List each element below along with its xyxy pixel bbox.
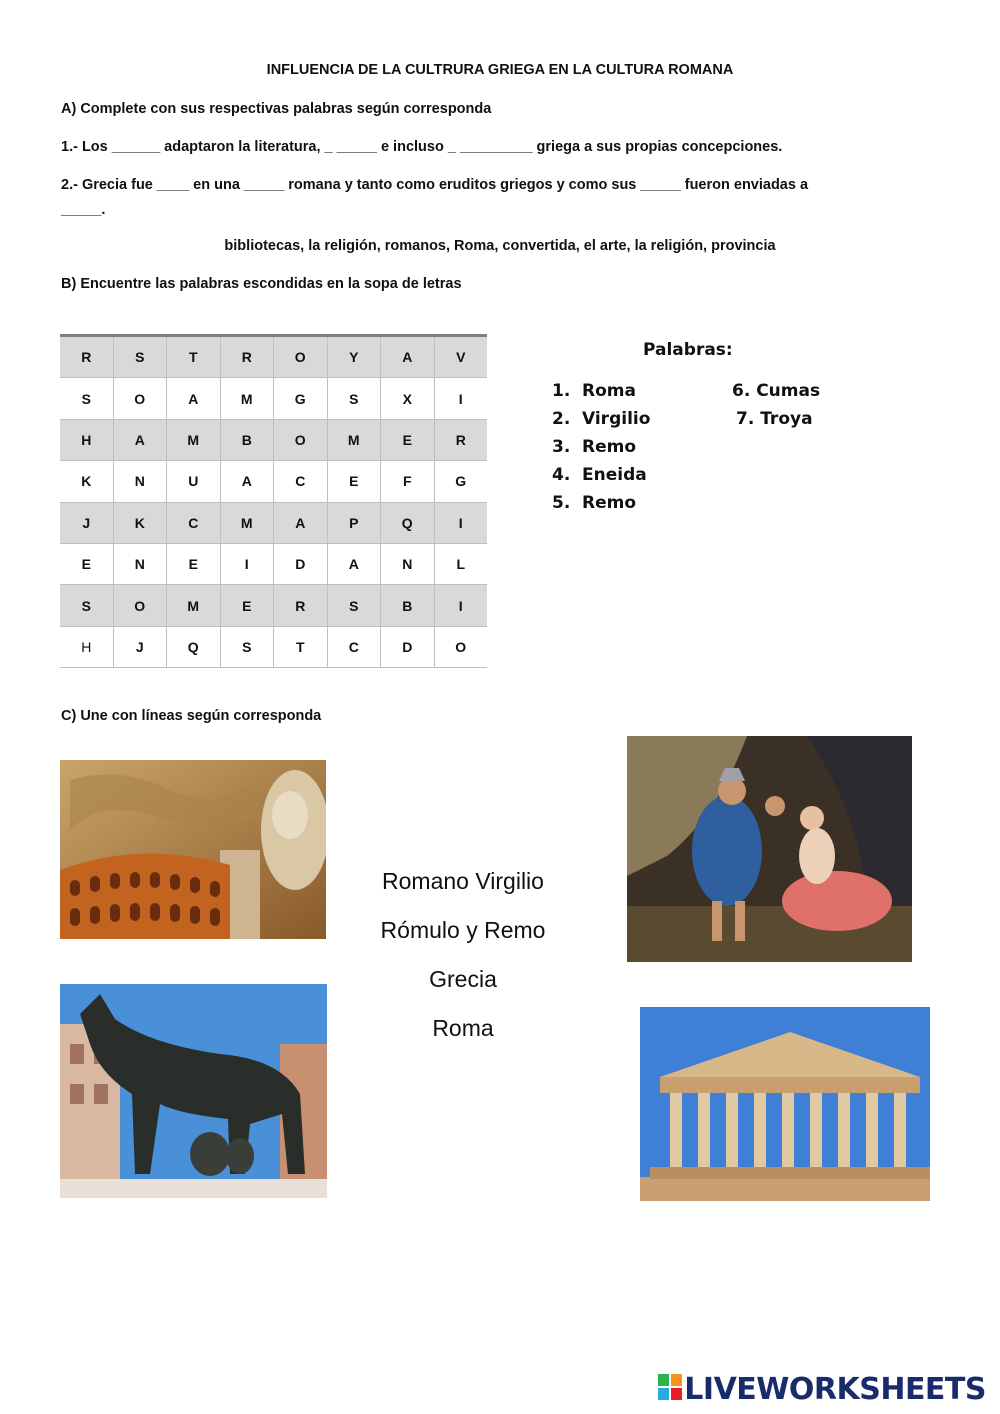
grid-cell[interactable]: I <box>434 585 487 626</box>
grid-cell[interactable]: A <box>381 336 435 378</box>
word-text: Eneida <box>582 465 647 485</box>
grid-cell[interactable]: A <box>327 543 381 584</box>
page-title: INFLUENCIA DE LA CULTRURA GRIEGA EN LA CULTURA ROMANA <box>266 62 734 78</box>
grid-cell[interactable]: S <box>327 378 381 419</box>
colosseum-image[interactable] <box>60 760 326 939</box>
grid-cell[interactable]: A <box>113 419 167 460</box>
grid-cell[interactable]: B <box>220 419 274 460</box>
word-text: Virgilio <box>582 409 651 429</box>
grid-row <box>60 461 487 502</box>
question-2-line-1: 2.- Grecia fue ____ en una _____ romana y tanto como eruditos griegos y como sus _____ fueron enviadas a <box>61 177 809 193</box>
match-option: Grecia <box>429 966 497 992</box>
grid-row <box>60 502 487 543</box>
grid-row <box>60 336 487 378</box>
grid-cell[interactable]: T <box>274 626 328 667</box>
word-text: Remo <box>582 493 637 513</box>
grid-cell[interactable]: C <box>327 626 381 667</box>
grid-cell[interactable]: I <box>434 502 487 543</box>
grid-cell[interactable]: C <box>167 502 221 543</box>
word-list-item <box>552 493 636 513</box>
match-option: Roma <box>432 1015 494 1041</box>
grid-cell[interactable]: M <box>327 419 381 460</box>
question-2-line-2: _____. <box>61 202 106 218</box>
word-text: Remo <box>582 437 637 457</box>
grid-cell[interactable]: R <box>220 336 274 378</box>
liveworksheets-logo <box>658 1372 986 1408</box>
grid-row <box>60 585 487 626</box>
grid-cell[interactable]: E <box>381 419 435 460</box>
grid-cell[interactable]: G <box>434 461 487 502</box>
grid-cell[interactable]: A <box>274 502 328 543</box>
grid-cell[interactable]: I <box>434 378 487 419</box>
grid-cell[interactable]: E <box>167 543 221 584</box>
grid-cell[interactable]: C <box>274 461 328 502</box>
grid-cell[interactable]: Q <box>167 626 221 667</box>
grid-cell[interactable]: S <box>327 585 381 626</box>
word-list-item: 7. Troya <box>736 409 813 429</box>
grid-cell[interactable]: E <box>60 543 113 584</box>
word-number: 2. <box>552 409 571 429</box>
word-list-item <box>552 381 636 401</box>
brand-text: LIVEWORKSHEETS <box>684 1372 986 1407</box>
grid-cell[interactable]: M <box>220 502 274 543</box>
grid-cell[interactable]: X <box>381 378 435 419</box>
grid-row <box>60 419 487 460</box>
grid-cell[interactable]: R <box>274 585 328 626</box>
word-text: Roma <box>582 381 636 401</box>
grid-cell[interactable]: O <box>113 378 167 419</box>
grid-cell[interactable]: Q <box>381 502 435 543</box>
grid-cell[interactable]: R <box>60 336 113 378</box>
question-1: 1.- Los ______ adaptaron la literatura, _ _____ e incluso _ _________ griega a sus propias concepciones. <box>61 139 783 155</box>
grid-row <box>60 543 487 584</box>
word-number: 5. <box>552 493 571 513</box>
capitoline-wolf-image[interactable] <box>60 984 327 1198</box>
grid-row <box>60 626 487 667</box>
liveworksheets-icon <box>658 1373 682 1408</box>
grid-row <box>60 378 487 419</box>
grid-cell[interactable]: O <box>113 585 167 626</box>
grid-cell[interactable]: L <box>434 543 487 584</box>
grid-cell[interactable]: V <box>434 336 487 378</box>
words-list-title: Palabras: <box>643 340 733 360</box>
match-option: Romano Virgilio <box>382 868 544 894</box>
match-option: Rómulo y Remo <box>380 917 546 943</box>
grid-cell[interactable]: D <box>381 626 435 667</box>
grid-cell[interactable]: M <box>167 419 221 460</box>
grid-cell[interactable]: H <box>60 626 113 667</box>
word-number: 4. <box>552 465 571 485</box>
word-list-item: 6. Cumas <box>732 381 821 401</box>
grid-cell[interactable]: R <box>434 419 487 460</box>
grid-cell[interactable]: Y <box>327 336 381 378</box>
grid-cell[interactable]: E <box>220 585 274 626</box>
grid-cell[interactable]: O <box>274 419 328 460</box>
grid-cell[interactable]: S <box>60 378 113 419</box>
grid-cell[interactable]: N <box>113 461 167 502</box>
grid-cell[interactable]: N <box>113 543 167 584</box>
word-list-item <box>552 437 636 457</box>
grid-cell[interactable]: K <box>60 461 113 502</box>
grid-cell[interactable]: M <box>167 585 221 626</box>
section-a-heading: A) Complete con sus respectivas palabras según corresponda <box>61 101 492 117</box>
grid-cell[interactable]: J <box>113 626 167 667</box>
grid-cell[interactable]: B <box>381 585 435 626</box>
grid-cell[interactable]: H <box>60 419 113 460</box>
section-c-heading: C) Une con líneas según corresponda <box>61 708 322 724</box>
aeneas-painting-image[interactable] <box>627 736 912 962</box>
grid-cell[interactable]: F <box>381 461 435 502</box>
grid-cell[interactable]: U <box>167 461 221 502</box>
grid-cell[interactable]: J <box>60 502 113 543</box>
word-number: 1. <box>552 381 571 401</box>
grid-cell[interactable]: G <box>274 378 328 419</box>
grid-cell[interactable]: S <box>113 336 167 378</box>
word-list-item <box>552 465 647 485</box>
grid-cell[interactable]: A <box>220 461 274 502</box>
grid-cell[interactable]: T <box>167 336 221 378</box>
grid-cell[interactable]: P <box>327 502 381 543</box>
grid-cell[interactable]: K <box>113 502 167 543</box>
grid-cell[interactable]: O <box>274 336 328 378</box>
grid-cell[interactable]: E <box>327 461 381 502</box>
grid-cell[interactable]: I <box>220 543 274 584</box>
word-bank: bibliotecas, la religión, romanos, Roma, convertida, el arte, la religión, provincia <box>224 238 776 254</box>
word-list-item <box>552 409 650 429</box>
word-search-grid <box>60 334 487 668</box>
grid-cell[interactable]: S <box>60 585 113 626</box>
grid-cell[interactable]: A <box>167 378 221 419</box>
word-number: 3. <box>552 437 571 457</box>
grid-cell[interactable]: D <box>274 543 328 584</box>
grid-cell[interactable]: N <box>381 543 435 584</box>
grid-cell[interactable]: O <box>434 626 487 667</box>
parthenon-image[interactable] <box>640 1007 930 1201</box>
section-b-heading: B) Encuentre las palabras escondidas en la sopa de letras <box>61 276 462 292</box>
grid-cell[interactable]: S <box>220 626 274 667</box>
grid-cell[interactable]: M <box>220 378 274 419</box>
